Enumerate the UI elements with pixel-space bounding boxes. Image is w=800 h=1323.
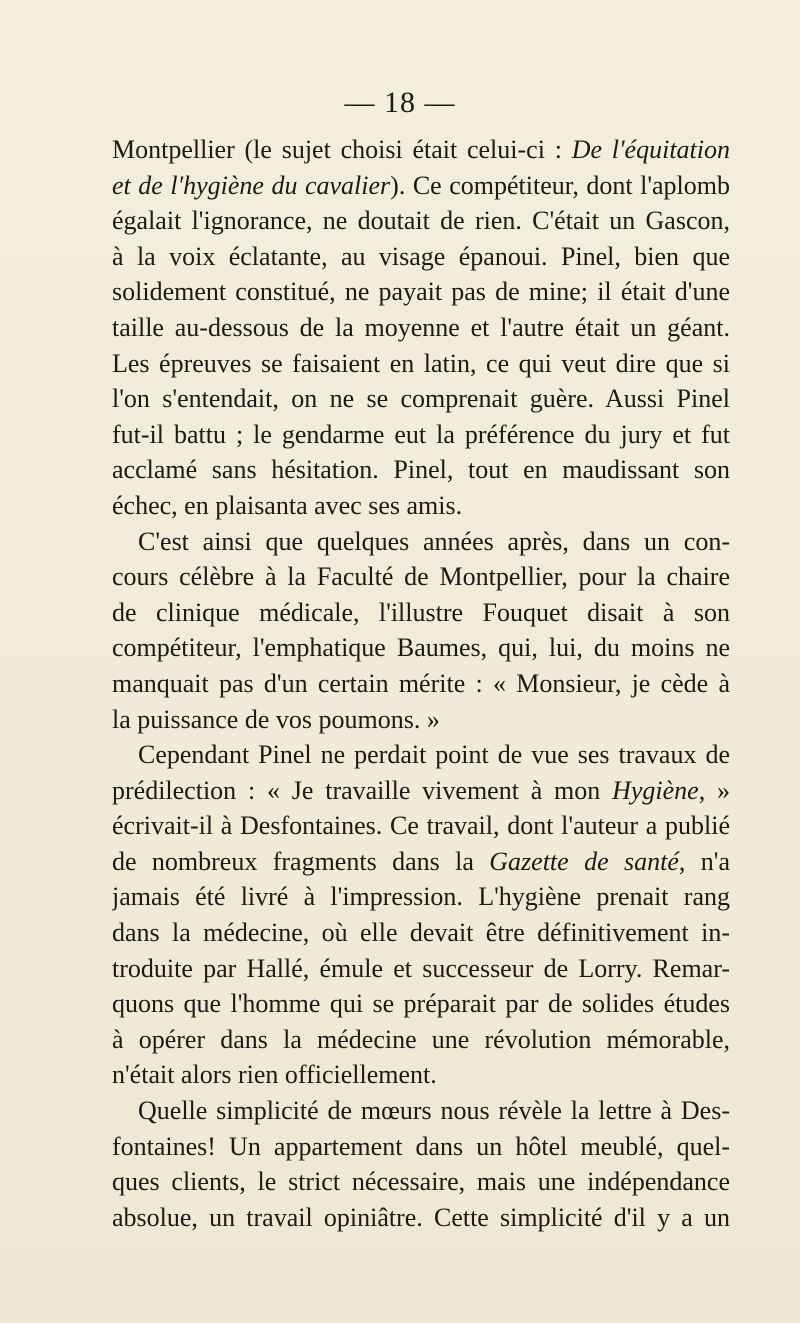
text-line: acclamé sans hésitation. Pinel, tout en maudissant son [112, 455, 730, 485]
text-line: fut-il battu ; le gendarme eut la préférence du jury et fut [112, 419, 730, 449]
text-line: l'on s'entendait, on ne se comprenait guère. Aussi Pinel [112, 384, 730, 414]
text-line: prédilection : « Je travaille vivement à mon Hygiène, » [112, 775, 730, 805]
text-line: taille au-dessous de la moyenne et l'autre était un géant. [112, 312, 730, 342]
text-line: de nombreux fragments dans la Gazette de santé, n'a [112, 846, 730, 876]
text-line: dans la médecine, où elle devait être définitivement in- [112, 918, 730, 948]
text-line: compétiteur, l'emphatique Baumes, qui, lui, du moins ne [112, 633, 730, 663]
text-line: et de l'hygiène du cavalier). Ce compétiteur, dont l'aplomb [112, 170, 730, 200]
text-line: jamais été livré à l'impression. L'hygiène prenait rang [112, 882, 730, 912]
page-number: — 18 — [344, 86, 456, 119]
text-line: Cependant Pinel ne perdait point de vue ses travaux de [138, 740, 730, 770]
text-line: à opérer dans la médecine une révolution mémorable, [112, 1024, 730, 1054]
text-line: écrivait-il à Desfontaines. Ce travail, dont l'auteur a publié [112, 811, 730, 841]
text-line: la puissance de vos poumons. » [112, 704, 440, 734]
text-line: à la voix éclatante, au visage épanoui. Pinel, bien que [112, 241, 730, 271]
text-line: égalait l'ignorance, ne doutait de rien. C'était un Gascon, [112, 206, 730, 236]
text-line: solidement constitué, ne payait pas de mine; il était d'une [112, 277, 730, 307]
text-line: Montpellier (le sujet choisi était celui-ci : De l'équitation [112, 135, 730, 164]
text-line: de clinique médicale, l'illustre Fouquet disait à son [112, 597, 730, 627]
text-line: C'est ainsi que quelques années après, dans un con- [138, 526, 730, 556]
text-line: Les épreuves se faisaient en latin, ce qui veut dire que si [112, 348, 730, 378]
body-text [112, 132, 730, 1235]
text-line: manquait pas d'un certain mérite : « Monsieur, je cède à [112, 668, 730, 698]
text-line: troduite par Hallé, émule et successeur de Lorry. Remar- [112, 953, 730, 983]
text-line: échec, en plaisanta avec ses amis. [112, 490, 463, 520]
text-line: absolue, un travail opiniâtre. Cette simplicité d'il y a un [112, 1202, 730, 1232]
text-line: quons que l'homme qui se préparait par de solides études [112, 989, 730, 1019]
text-line: Quelle simplicité de mœurs nous révèle la lettre à Des- [138, 1096, 730, 1126]
text-line: ques clients, le strict nécessaire, mais une indépendance [112, 1167, 730, 1197]
text-line: fontaines! Un appartement dans un hôtel meublé, quel- [112, 1131, 730, 1161]
text-line: n'était alors rien officiellement. [112, 1060, 437, 1090]
text-line: cours célèbre à la Faculté de Montpellier, pour la chaire [112, 562, 730, 592]
